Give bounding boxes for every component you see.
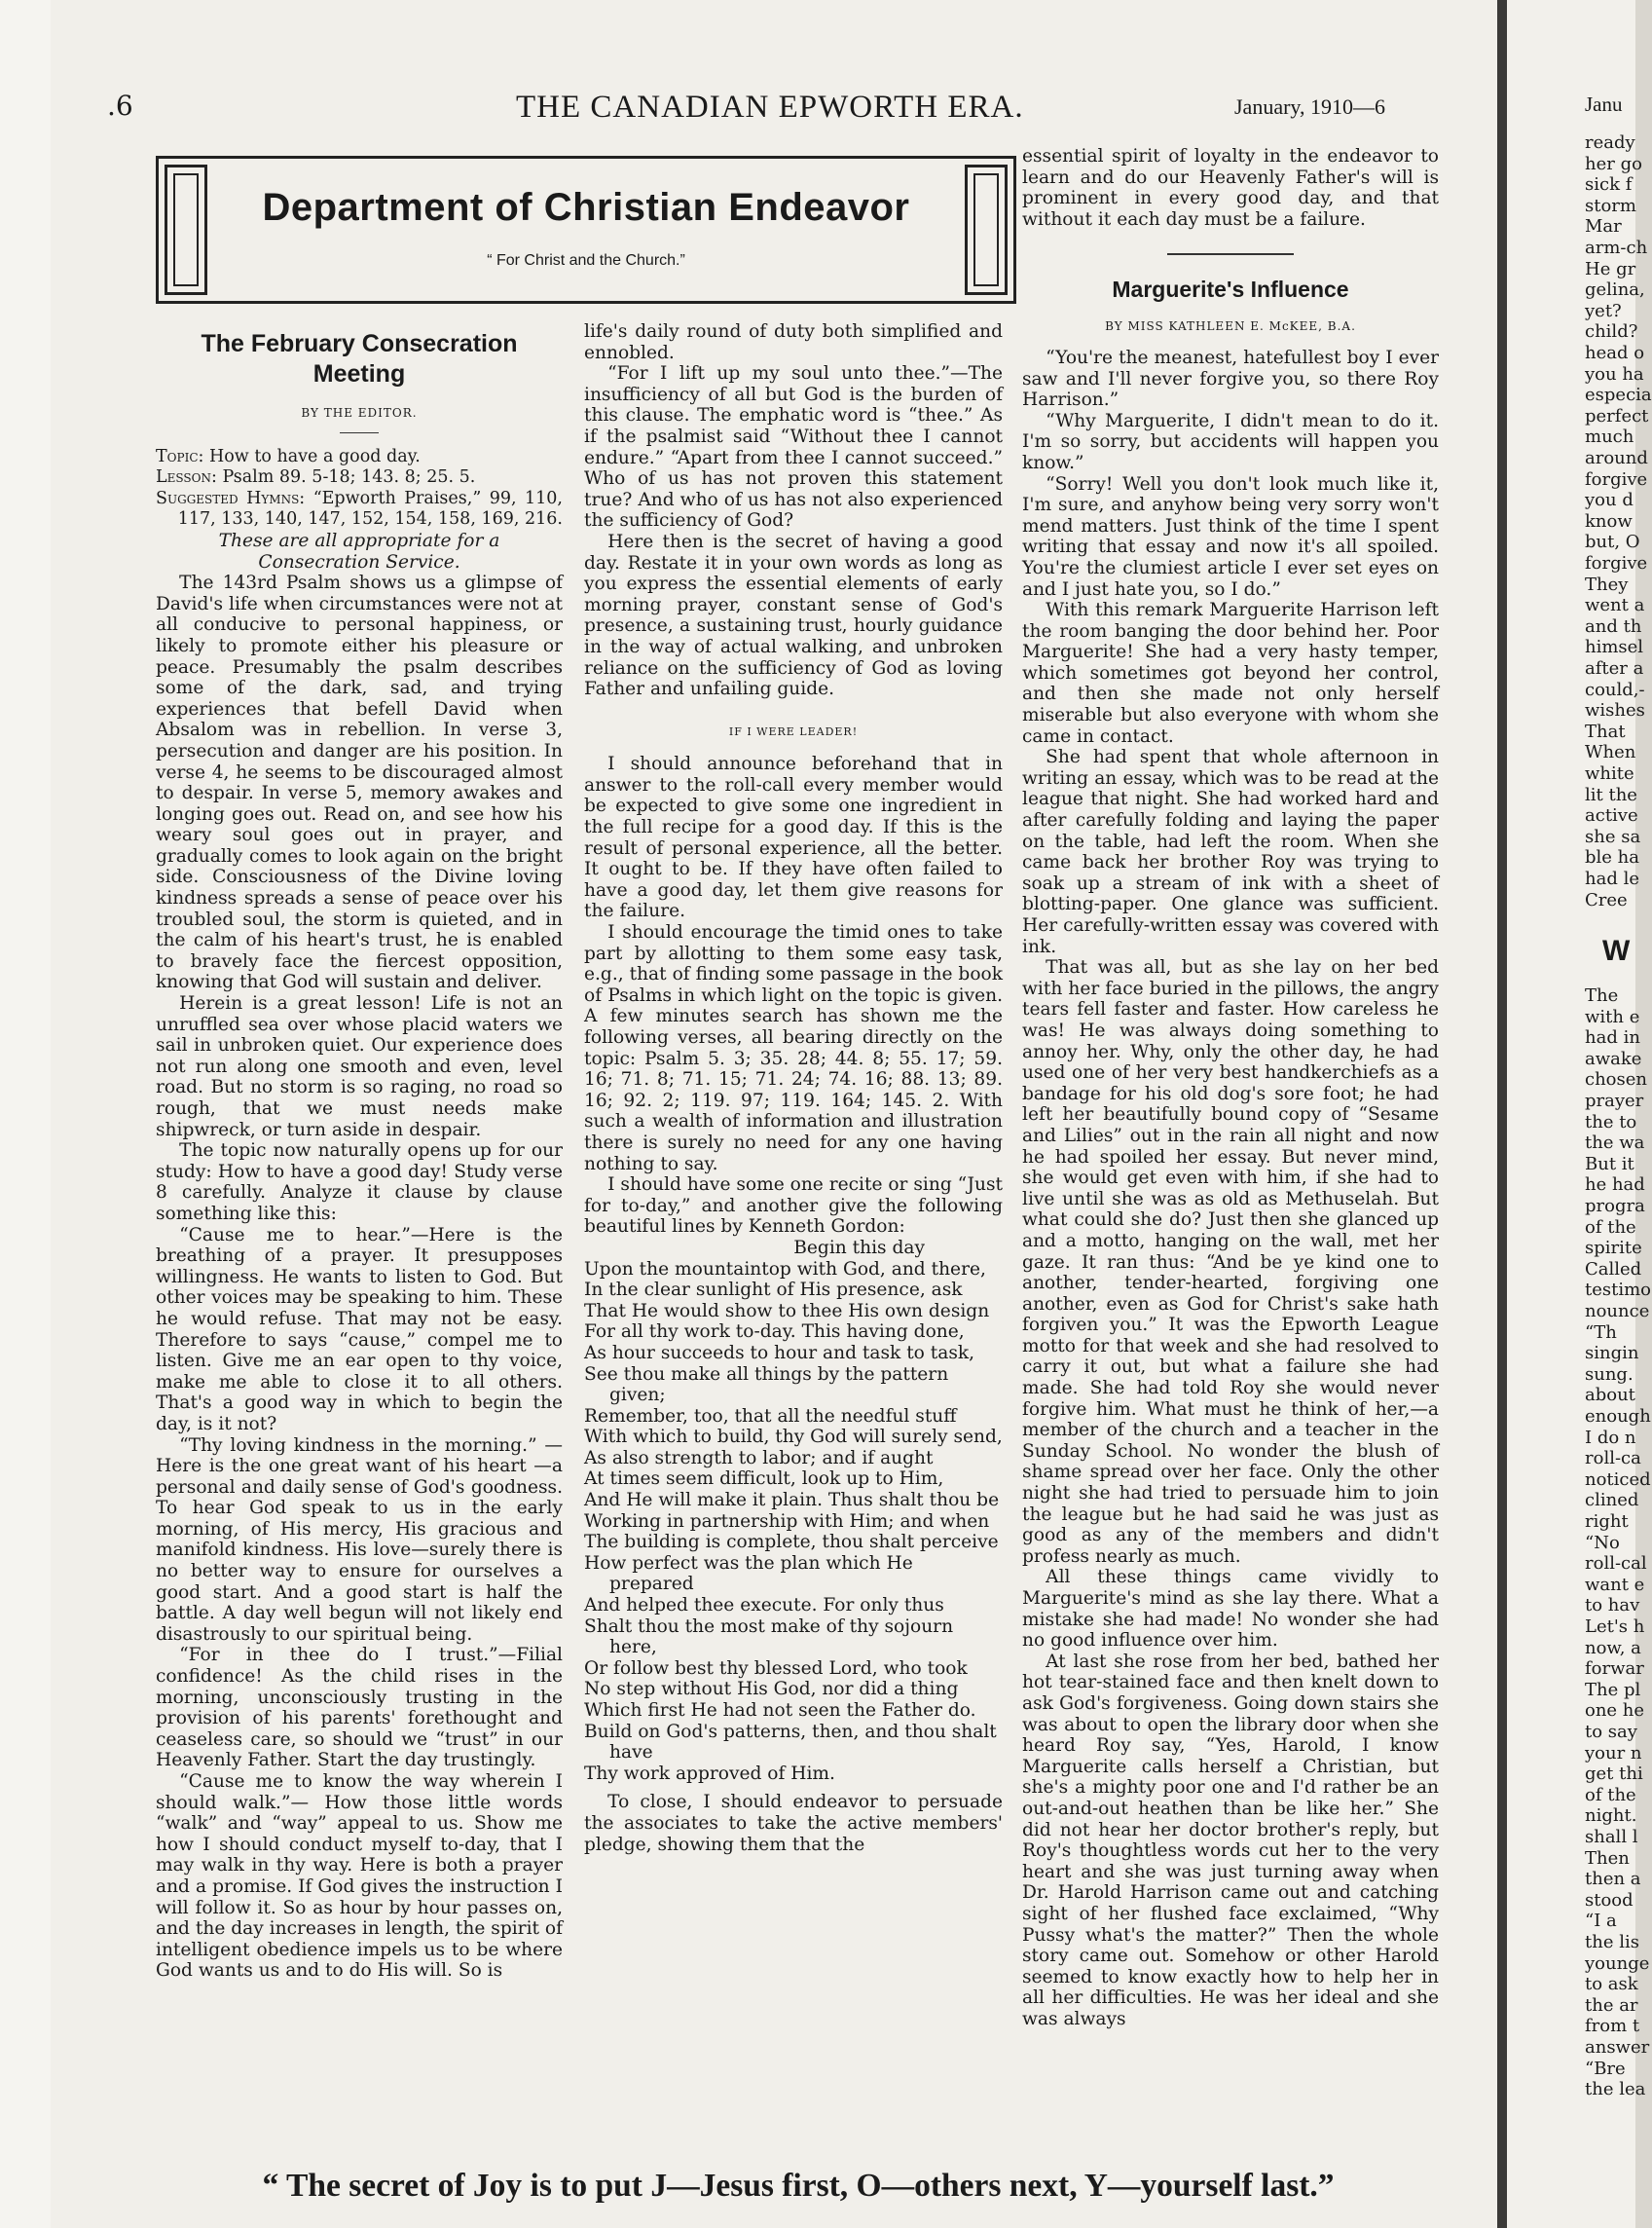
poem-line: No step without His God, nor did a thing	[584, 1679, 959, 1700]
topic-line	[156, 447, 563, 468]
topic-text: How to have a good day.	[208, 446, 421, 466]
paragraph: That was all, but as she lay on her bed with her face buried in the pillows, the angry tears fell faster and faster. How careless he was! He was always doing something to annoy her. Why, only the other day, he had used one of her very best handkerchiefs as a bandage for his old dog's sore foot; he had left her beautifully bound copy of “Sesame and Lilies” out in the rain all night and now he had spoiled her essay. But never mind, she would get even with him, if she had to live until she was as old as Methuselah. But what could she do? Just then she glanced up and a motto, hanging on the wall, met her gaze. It ran thus: “And be ye kind one to another, tender-hearted, forgiving one another, even as God for Christ's sake hath forgiven you.” It was the Epworth League motto for that week and she had resolved to carry it out, but what a failure she had made. She had told Roy she would never forgive him. What must he think of her,—a member of the church and a teacher in the Sunday School. No wonder the blush of shame spread over her face. Only the other night she had tried to persuade him to join the league but he had said he was just as good as any of the members and didn't profess nearly as much.	[1022, 957, 1439, 1567]
adjacent-text-fragment: and th	[1585, 615, 1642, 637]
adjacent-text-fragment: arm-ch	[1585, 238, 1648, 258]
adjacent-page-header: Janu	[1585, 93, 1623, 116]
adjacent-text-fragment: perfect	[1585, 405, 1649, 427]
paragraph: All these things came vividly to Marguerite's mind as she lay there. What a mistake she had made! No wonder she had no good influence over him.	[1022, 1567, 1439, 1652]
adjacent-text-fragment: The	[1585, 985, 1619, 1006]
poem-line: Build on God's patterns, then, and thou shalt have	[584, 1721, 997, 1764]
adjacent-text-fragment: one he	[1585, 1700, 1645, 1722]
adjacent-text-fragment: nounce	[1585, 1301, 1650, 1321]
adjacent-text-fragment: then a	[1585, 1869, 1641, 1890]
adjacent-text-fragment: the ar	[1585, 1994, 1638, 2016]
poem-line: Or follow best thy blessed Lord, who took	[584, 1657, 968, 1679]
adjacent-text-fragment: after a	[1585, 658, 1644, 679]
paragraph: “Thy loving kindness in the morning.” —Here is the one great want of his heart —a personal and daily sense of God's goodness. To hear God speak to us in the early morning, of His mercy, His gracious and manifold kindness. His love—surely there is no better way to ensure for ourselves a good start. And a good start is half the battle. A day well begun will not likely end disastrously to our spiritual being.	[156, 1434, 563, 1645]
adjacent-text-fragment: night.	[1585, 1805, 1637, 1827]
adjacent-text-fragment: roll-cal	[1585, 1553, 1647, 1575]
adjacent-text-fragment: sick f	[1585, 174, 1633, 196]
paragraph: At last she rose from her bed, bathed her hot tear-stained face and then knelt down to ask God's forgiveness. Going down stairs she was about to open the library door when she heard Roy say, “Yes, Harold, I know Marguerite calls herself a Christian, but she's a mighty poor one and I'd rather be an out-and-out heathen than be like her.” She did not hear her doctor brother's reply, but Roy's thoughtless words cut her to the very heart and she was just turning away when Dr. Harold Harrison came out and catching sight of her flushed face exclaimed, “Why Pussy what's the matter?” Then the whole story came out. Somehow or other Harold seemed to know exactly how to help her in all her difficulties. He was her ideal and she was always	[1022, 1651, 1439, 2029]
adjacent-text-fragment: much	[1585, 427, 1634, 448]
paragraph: “Why Marguerite, I didn't mean to do it. I'm so sorry, but accidents will happen you know.”	[1022, 410, 1439, 473]
poem-line: As hour succeeds to hour and task to task,	[584, 1342, 975, 1363]
adjacent-text-fragment: “No	[1585, 1532, 1620, 1553]
topic-label: Topic:	[156, 446, 204, 466]
adjacent-text-fragment: forgive	[1585, 468, 1648, 490]
adjacent-text-fragment: from t	[1585, 2016, 1640, 2037]
adjacent-text-fragment: but, O	[1585, 532, 1640, 553]
adjacent-text-fragment: head o	[1585, 343, 1645, 363]
adjacent-text-fragment: she sa	[1585, 826, 1641, 847]
adjacent-text-fragment: storm	[1585, 195, 1636, 216]
poem-line: With which to build, thy God will surely send,	[584, 1427, 1003, 1448]
leader-subhead: IF I WERE LEADER!	[728, 724, 859, 738]
story-byline: BY MISS KATHLEEN E. McKEE, B.A.	[1105, 319, 1356, 334]
adjacent-text-fragment: lit the	[1585, 784, 1637, 805]
adjacent-text-fragment: to say	[1585, 1722, 1637, 1742]
adjacent-text-fragment: around	[1585, 448, 1648, 468]
poem-line: As also strength to labor; and if aught	[584, 1447, 934, 1468]
adjacent-text-fragment: younge	[1585, 1952, 1650, 1974]
paragraph: “Sorry! Well you don't look much like it, I'm sure, and anyhow being very sorry won't mend matters. Just think of the time I spent writing that essay and now it's all spoiled. You're the clumiest article I ever set eyes on and I just hate you, so I do.”	[1022, 473, 1439, 600]
adjacent-text-fragment: They	[1585, 574, 1629, 595]
banner-left-pillar	[165, 165, 207, 295]
continuation-paragraph: essential spirit of loyalty in the endeavor to learn and do our Heavenly Father's will is prominent in every good day, and that without it each day must be a failure.	[1022, 146, 1439, 230]
adjacent-text-fragment: had le	[1585, 869, 1639, 889]
adjacent-text-fragment: the wa	[1585, 1133, 1645, 1154]
adjacent-text-fragment: prayer	[1585, 1091, 1644, 1111]
department-title: Department of Christian Endeavor	[262, 186, 910, 229]
poem-line: At times seem difficult, look up to Him,	[584, 1468, 944, 1490]
paragraph: “Cause me to hear.”—Here is the breathing of a prayer. It presupposes willingness. He wants to listen to God. But other voices may be speaking to him. These he would refuse. That may not be easy. Therefore to says “cause,” compel me to listen. Give me an ear open to thy voice, make me able to close it to all others. That's a good way in which to begin the day, is it not?	[156, 1224, 563, 1434]
adjacent-text-fragment: “Bre	[1585, 2058, 1626, 2079]
adjacent-text-fragment: The pl	[1585, 1679, 1641, 1700]
issue-date: January, 1910—6	[1234, 94, 1385, 119]
article-body	[156, 573, 563, 1982]
adjacent-text-fragment: her go	[1585, 153, 1642, 174]
article-title: The February Consecration Meeting	[201, 330, 518, 388]
adjacent-text-fragment: “Th	[1585, 1321, 1617, 1343]
adjacent-text-fragment: I do n	[1585, 1427, 1636, 1448]
paragraph: “For I lift up my soul unto thee.”—The insufficiency of all but God is the burden of this clause. The emphatic word is “thee.” As if the psalmist said “Without thee I cannot endure.” “Apart from thee I cannot succeed.” Who of us has not proven this statement true? And who of us has not also experienced the sufficiency of God?	[584, 363, 1003, 532]
adjacent-text-fragment: forgive	[1585, 553, 1648, 574]
adjacent-text-fragment: want e	[1585, 1574, 1645, 1595]
adjacent-text-fragment: singin	[1585, 1343, 1639, 1364]
adjacent-text-fragment: spirite	[1585, 1238, 1642, 1259]
lesson-line	[156, 467, 563, 489]
poem-line: And helped thee execute. For only thus	[584, 1595, 944, 1616]
adjacent-text-fragment: to ask	[1585, 1974, 1638, 1995]
adjacent-text-fragment: now, a	[1585, 1637, 1641, 1658]
adjacent-text-fragment: gelina,	[1585, 279, 1645, 301]
paragraph: She had spent that whole afternoon in writing an essay, which was to be read at the league that night. She had worked hard and after carefully folding and laying the paper on the table, had left the room. When she came back her brother Roy was trying to soak up a stream of ink with a sheet of blotting-paper. One glance was sufficient. Her carefully-written essay was covered with ink.	[1022, 747, 1439, 957]
adjacent-text-fragment: Then	[1585, 1847, 1630, 1869]
column-2	[584, 321, 1003, 1855]
adjacent-text-fragment: about	[1585, 1385, 1635, 1406]
lesson-label: Lesson:	[156, 467, 217, 488]
poem-line: Working in partnership with Him; and when	[584, 1510, 990, 1532]
poem	[584, 1259, 1003, 1785]
column-1	[156, 329, 563, 1982]
adjacent-text-fragment: of the	[1585, 1784, 1636, 1805]
adjacent-text-fragment: forwar	[1585, 1658, 1644, 1680]
poem-line: Remember, too, that all the needful stuff	[584, 1405, 957, 1427]
adjacent-text-fragment: your n	[1585, 1742, 1642, 1764]
adjacent-text-fragment: ready	[1585, 132, 1635, 153]
adjacent-text-fragment: he had	[1585, 1174, 1645, 1196]
adjacent-text-fragment: That	[1585, 721, 1626, 742]
adjacent-text-fragment: Mar	[1585, 216, 1622, 238]
adjacent-text-fragment: But it	[1585, 1153, 1634, 1174]
adjacent-text-fragment: the lis	[1585, 1932, 1639, 1952]
page-number: .6	[107, 90, 133, 122]
adjacent-page	[1507, 0, 1652, 2228]
adjacent-text-fragment: to hav	[1585, 1595, 1640, 1616]
adjacent-text-fragment: child?	[1585, 321, 1638, 343]
department-banner	[156, 156, 1016, 304]
paragraph: Herein is a great lesson! Life is not an unruffled sea over whose placid waters we sail in unbroken quiet. Our experience does not run along one smooth and even, level road. But no storm is so raging, no road so rough, that we must needs make shipwreck, or turn aside in despair.	[156, 993, 563, 1140]
paragraph: Here then is the secret of having a good day. Restate it in your own words as long as you express the essential elements of early morning prayer, constant sense of God's presence, a sustaining trust, hourly guidance in the way of actual walking, and unbroken reliance on the sufficiency of God as loving Father and unfailing guide.	[584, 531, 1003, 700]
adjacent-text-fragment: active	[1585, 805, 1638, 827]
adjacent-text-fragment: chosen	[1585, 1069, 1647, 1091]
adjacent-text-fragment: wishes	[1585, 700, 1645, 722]
adjacent-text-fragment: shall l	[1585, 1827, 1638, 1847]
poem-line: And He will make it plain. Thus shalt thou be	[584, 1490, 1000, 1511]
adjacent-text-fragment: enough	[1585, 1406, 1651, 1427]
adjacent-text-fragment: right	[1585, 1511, 1629, 1532]
adjacent-text-fragment: Called	[1585, 1258, 1642, 1280]
paragraph: “Cause me to know the way wherein I should walk.”— How those little words “walk” and “way” appeal to us. Show me how I should conduct myself to-day, that I may walk in thy way. Here is both a prayer and a promise. If God gives the instruction I will follow it. So as hour by hour passes on, and the day increases in length, the spirit of intelligent obedience impels us to be where God wants us and to do His will. So is	[156, 1771, 563, 1982]
adjacent-text-fragment: testimo	[1585, 1280, 1652, 1301]
consecration-note: These are all appropriate for a Consecration Service.	[218, 530, 500, 573]
section-rule	[1167, 253, 1294, 255]
paragraph: “You're the meanest, hatefullest boy I ever saw and I'll never forgive you, so there Roy Harrison.”	[1022, 347, 1439, 411]
adjacent-text-fragment: himsel	[1585, 637, 1644, 658]
paragraph: I should announce beforehand that in answer to the roll-call every member would be expected to give some one ingredient in the full recipe for a good day. If this is the result of personal experience, all the better. It ought to be. If they have often failed to have a good day, let them give reasons for the failure.	[584, 754, 1003, 922]
poem-line: That He would show to thee His own design	[584, 1300, 990, 1321]
adjacent-text-fragment: awake	[1585, 1048, 1642, 1069]
adjacent-text-fragment: clined	[1585, 1490, 1639, 1511]
lesson-text: Psalm 89. 5-18; 143. 8; 25. 5.	[222, 467, 476, 488]
hymns-line	[156, 489, 563, 531]
poem-line: For all thy work to-day. This having done,	[584, 1321, 965, 1343]
paragraph: I should encourage the timid ones to take part by allotting to them some easy task, e.g., that of finding some passage in the book of Psalms in which light on the topic is given. A few minutes search has shown me the following verses, all bearing directly on the topic: Psalm 5. 3; 35. 28; 44. 8; 55. 17; 59. 16; 71. 8; 71. 15; 71. 24; 74. 16; 88. 13; 89. 16; 92. 2; 119. 97; 119. 164; 145. 2. With such a wealth of information and illustration there is surely no need for any one having nothing to say.	[584, 922, 1003, 1174]
adjacent-text-fragment: could,-	[1585, 679, 1645, 700]
adjacent-text-fragment: He gr	[1585, 258, 1636, 279]
paragraph: The 143rd Psalm shows us a glimpse of David's life when circumstances were not at all conducive to personal happiness, or likely to promote either his pleasure or peace. Presumably the psalm describes some of the dark, sad, and trying experiences that befell David when Absalom was in rebellion. In verse 3, persecution and danger are his position. In verse 4, he seems to be discouraged almost to despair. In verse 5, memory awakes and longing goes out. Read on, and see how his weary soul goes out in prayer, and gradually comes to look again on the bright side. Consciousness of the Divine loving kindness spreads a sense of peace over his troubled soul, the storm is quieted, and in the calm of his heart's trust, he is enabled to bravely face the fiercest opposition, knowing that God will sustain and deliver.	[156, 573, 563, 993]
banner-right-pillar	[965, 165, 1008, 295]
article-body-continued	[584, 321, 1003, 700]
adjacent-text-fragment: Let's h	[1585, 1616, 1645, 1637]
adjacent-text-fragment: ble ha	[1585, 847, 1639, 869]
adjacent-text-fragment: the lea	[1585, 2079, 1646, 2100]
department-motto: “ For Christ and the Church.”	[487, 252, 685, 269]
footer-quote: “ The secret of Joy is to put J—Jesus first, O—others next, Y—yourself last.”	[262, 2168, 1335, 2204]
adjacent-text-fragment: sung.	[1585, 1363, 1634, 1385]
adjacent-text-fragment: you d	[1585, 490, 1634, 511]
article-byline: BY THE EDITOR.	[301, 406, 418, 420]
adjacent-text-fragment: had in	[1585, 1027, 1640, 1049]
story-body	[1022, 348, 1439, 2030]
leader-section	[584, 754, 1003, 1238]
poem-line: Which first He had not seen the Father do.	[584, 1700, 976, 1721]
adjacent-text-fragment: “I a	[1585, 1911, 1617, 1932]
poem-line: Upon the mountaintop with God, and there,	[584, 1258, 986, 1280]
adjacent-text-fragment: of the	[1585, 1216, 1636, 1238]
adjacent-text-fragment: know	[1585, 510, 1633, 532]
hymns-text: “Epworth Praises,” 99, 110, 117, 133, 140, 147, 152, 154, 158, 169, 216.	[177, 488, 563, 530]
hymns-label: Suggested Hymns:	[156, 488, 306, 508]
poem-line: In the clear sunlight of His presence, ask	[584, 1280, 963, 1301]
page-gutter-shadow	[1497, 0, 1507, 2228]
paragraph: I should have some one recite or sing “Just for to-day,” and another give the following beautiful lines by Kenneth Gordon:	[584, 1174, 1004, 1238]
paragraph: The topic now naturally opens up for our study: How to have a good day! Study verse 8 carefully. Analyze it clause by clause something like this:	[156, 1140, 563, 1224]
closing-paragraph: To close, I should endeavor to persuade the associates to take the active members' pledge, showing them that the	[584, 1792, 1003, 1855]
adjacent-text-fragment: get thi	[1585, 1764, 1643, 1785]
adjacent-text-fragment: When	[1585, 742, 1636, 763]
adjacent-text-fragment: progra	[1585, 1196, 1645, 1216]
adjacent-text-fragment: stood	[1585, 1889, 1634, 1911]
poem-title: Begin this day	[793, 1237, 925, 1258]
poem-line: The building is complete, thou shalt perceive	[584, 1532, 999, 1553]
journal-title: THE CANADIAN EPWORTH ERA.	[516, 90, 1024, 125]
adjacent-heading-letter: W	[1602, 935, 1631, 967]
left-page-edge	[0, 0, 53, 2228]
poem-line: How perfect was the plan which He prepared	[584, 1552, 913, 1595]
short-rule	[340, 432, 379, 433]
poem-line: See thou make all things by the pattern given;	[584, 1363, 949, 1406]
paragraph: life's daily round of duty both simplified and ennobled.	[584, 321, 1003, 363]
adjacent-text-fragment: yet?	[1585, 300, 1622, 321]
adjacent-text-fragment: Cree	[1585, 889, 1628, 910]
paragraph: “For in thee do I trust.”—Filial confidence! As the child rises in the morning, unconsciously trusting in the provision of his parents' forethought and ceaseless care, so should we “trust” in our Heavenly Father. Start the day trustingly.	[156, 1645, 563, 1771]
poem-line: Thy work approved of Him.	[584, 1763, 835, 1784]
adjacent-text-fragment: roll-ca	[1585, 1448, 1641, 1469]
adjacent-text-fragment: with e	[1585, 1006, 1640, 1027]
adjacent-text-fragment: answer	[1585, 2037, 1650, 2058]
column-3	[1022, 146, 1439, 2029]
adjacent-text-fragment: the to	[1585, 1111, 1637, 1133]
adjacent-text-fragment: white	[1585, 763, 1634, 784]
adjacent-text-fragment: went a	[1585, 595, 1645, 616]
adjacent-text-fragment: especia	[1585, 385, 1652, 406]
adjacent-text-fragment: noticed	[1585, 1468, 1651, 1490]
story-title: Marguerite's Influence	[1112, 277, 1349, 303]
adjacent-text-fragment: you ha	[1585, 363, 1644, 385]
paragraph: With this remark Marguerite Harrison left the room banging the door behind her. Poor Marguerite! She had a very hasty temper, which sometimes got beyond her control, and then she made not only herself miserable but also everyone with whom she came in contact.	[1022, 600, 1439, 747]
poem-line: Shalt thou the most make of thy sojourn here,	[584, 1615, 954, 1658]
